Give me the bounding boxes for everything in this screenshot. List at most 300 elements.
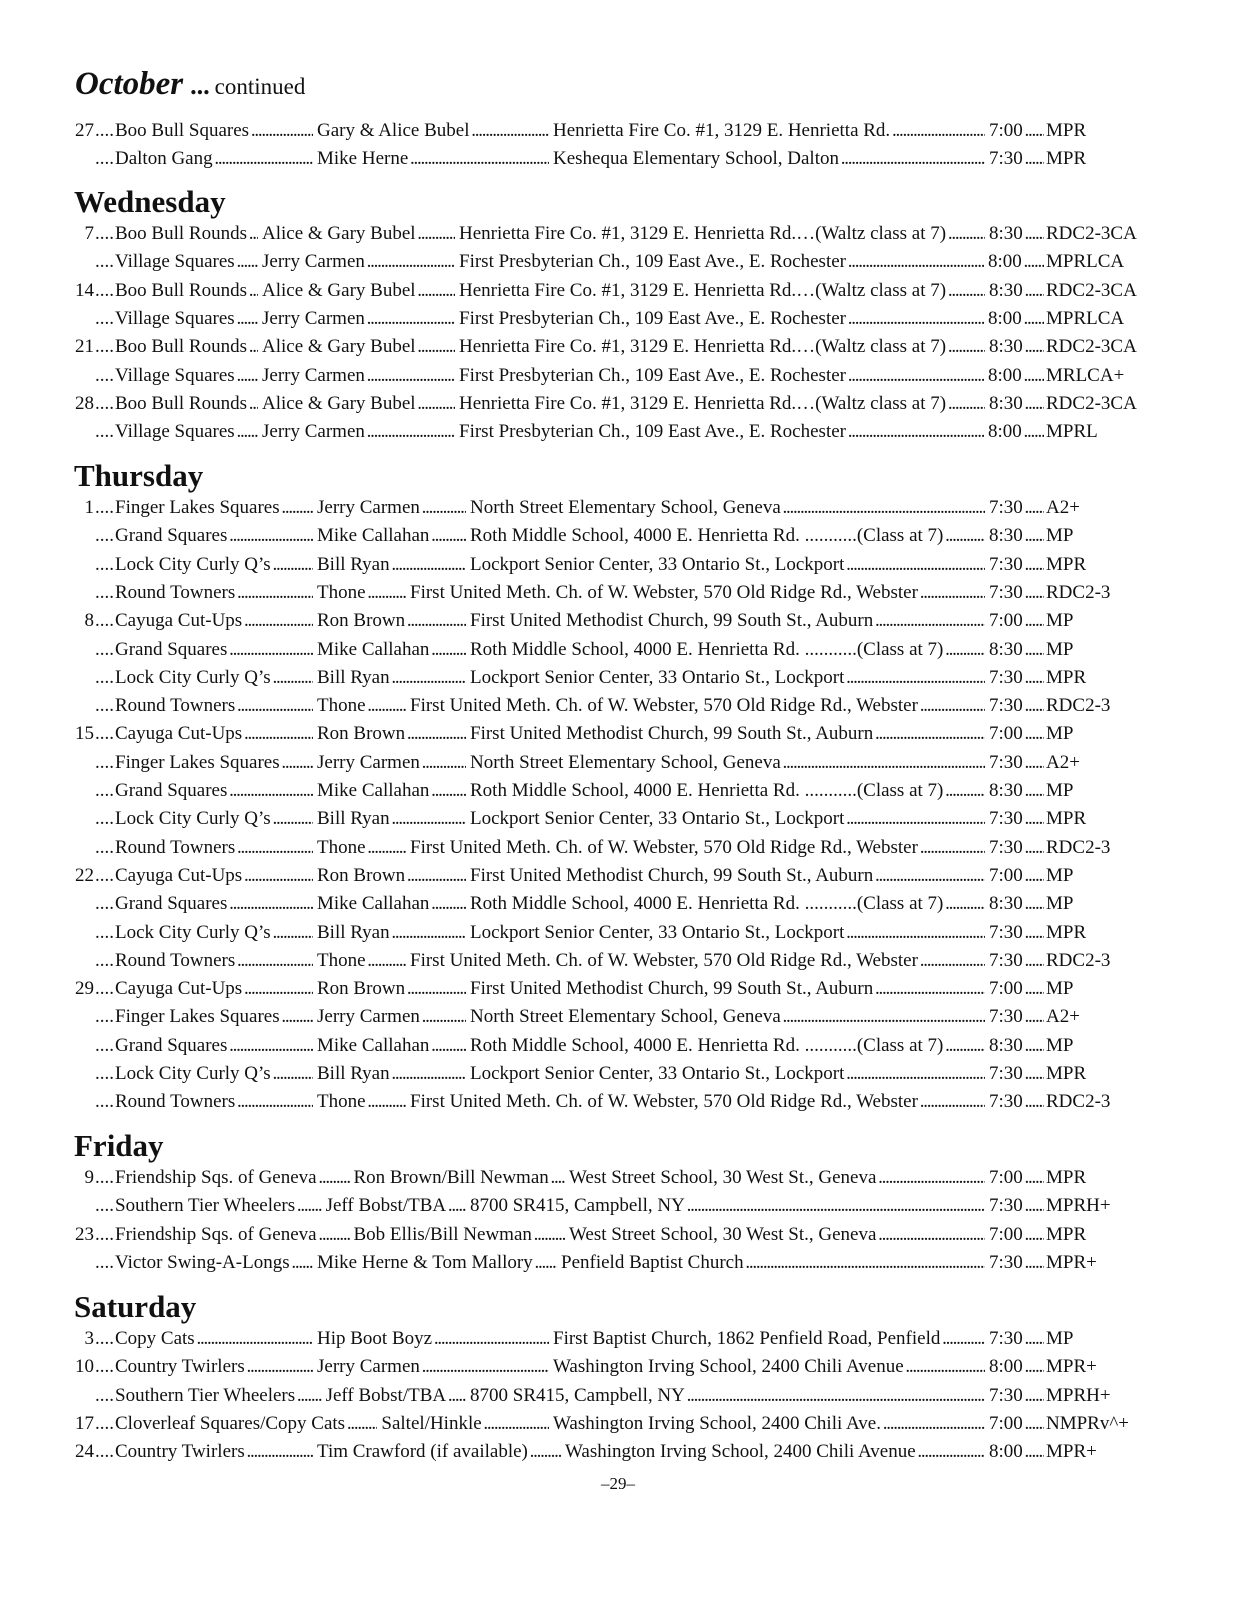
level-code: RDC2-3 [1046, 836, 1111, 858]
schedule-row [0, 692, 1236, 720]
level-code: MPR [1046, 120, 1087, 141]
venue: First United Meth. Ch. of W. Webster, 570 Old Ridge Rd., Webster . . . [410, 947, 985, 975]
level-code: MP [1046, 780, 1074, 801]
page-number: –29– [601, 1474, 635, 1493]
date-number: 14 [75, 279, 94, 301]
caller-name: Jerry Carmen . . . [317, 1003, 466, 1031]
month-heading [75, 66, 305, 110]
leader-dots [95, 720, 115, 748]
start-time: 8:30 . . . [989, 390, 1044, 418]
venue: Washington Irving School, 2400 Chili Avenue . . . [565, 1438, 985, 1466]
level-code: MPR [1046, 1167, 1087, 1188]
caller-name: Jerry Carmen . . . [317, 749, 466, 777]
club-name: Copy Cats . . . [115, 1325, 313, 1353]
venue: Henrietta Fire Co. #1, 3129 E. Henrietta Rd.…(Waltz class at 7) . . . [459, 220, 985, 248]
schedule-row [0, 220, 1236, 248]
schedule-row [0, 749, 1236, 777]
caller-name: Gary & Alice Bubel . . . [317, 117, 549, 145]
venue: First Presbyterian Ch., 109 East Ave., E. Rochester . . . [459, 362, 984, 390]
schedule-row [0, 862, 1236, 890]
leader-dots [95, 975, 115, 1003]
day-heading-thursday: Thursday [74, 458, 204, 493]
club-name: Lock City Curly Q’s . . . [115, 919, 313, 947]
club-name: Lock City Curly Q’s . . . [115, 805, 313, 833]
leader-dots [95, 1060, 115, 1088]
schedule-row [0, 975, 1236, 1003]
venue: Penfield Baptist Church . . . [561, 1249, 985, 1277]
leader-dots [95, 1003, 115, 1031]
start-time: 8:00 . . . [988, 248, 1044, 276]
start-time: 8:30 . . . [989, 636, 1044, 664]
caller-name: Mike Herne & Tom Mallory . . . [317, 1249, 557, 1277]
venue: North Street Elementary School, Geneva . . . [470, 1003, 985, 1031]
venue: First United Meth. Ch. of W. Webster, 570 Old Ridge Rd., Webster . . . [410, 1088, 985, 1116]
venue: First Presbyterian Ch., 109 East Ave., E. Rochester . . . [459, 248, 984, 276]
day-heading-wednesday: Wednesday [74, 184, 226, 219]
start-time: 7:30 . . . [989, 1249, 1044, 1277]
level-code: MPRH+ [1046, 1195, 1111, 1217]
level-code: MP [1046, 723, 1074, 745]
level-code: MP [1046, 525, 1074, 547]
level-code: A2+ [1046, 751, 1080, 773]
schedule-row [0, 919, 1236, 947]
start-time: 7:00 . . . [989, 607, 1044, 635]
date-number: 27 [75, 120, 94, 141]
schedule-row [0, 947, 1236, 975]
level-code: MPRL [1046, 421, 1098, 443]
schedule-row [0, 1060, 1236, 1088]
level-code: RDC2-3CA [1046, 279, 1137, 301]
venue: Lockport Senior Center, 33 Ontario St., Lockport . . . [470, 1060, 985, 1088]
schedule-row [0, 333, 1236, 361]
leader-dots [95, 862, 115, 890]
start-time: 7:30 . . . [989, 834, 1044, 862]
club-name: Cayuga Cut-Ups . . . [115, 720, 313, 748]
start-time: 7:30 . . . [989, 1192, 1044, 1220]
leader-dots [95, 1382, 115, 1410]
schedule-row [0, 1438, 1236, 1466]
leader-dots [95, 947, 115, 975]
start-time: 7:30 . . . [989, 749, 1044, 777]
caller-name: Alice & Gary Bubel . . . [262, 220, 455, 248]
caller-name: Ron Brown . . . [317, 720, 466, 748]
schedule-row [0, 305, 1236, 333]
caller-name: Jerry Carmen . . . [262, 305, 455, 333]
day-heading-saturday: Saturday [74, 1289, 197, 1324]
club-name: Boo Bull Rounds . . . [115, 333, 258, 361]
schedule-row [0, 390, 1236, 418]
schedule-row [0, 362, 1236, 390]
level-code: RDC2-3CA [1046, 223, 1137, 244]
date-number: 3 [84, 1328, 94, 1349]
schedule-row [0, 1221, 1236, 1249]
club-name: Cloverleaf Squares/Copy Cats . . . [115, 1410, 377, 1438]
date-number: 22 [75, 864, 94, 886]
schedule-row [0, 720, 1236, 748]
club-name: Cayuga Cut-Ups . . . [115, 607, 313, 635]
schedule-row [0, 1249, 1236, 1277]
start-time: 8:30 . . . [989, 1032, 1044, 1060]
club-name: Friendship Sqs. of Geneva . . . [115, 1221, 350, 1249]
caller-name: Ron Brown/Bill Newman . . . [354, 1164, 566, 1192]
leader-dots [95, 117, 115, 145]
continued-label: continued [214, 74, 306, 99]
schedule-row [0, 418, 1236, 446]
club-name: Lock City Curly Q’s . . . [115, 1060, 313, 1088]
venue: Roth Middle School, 4000 E. Henrietta Rd. ...........(Class at 7) . . . [470, 1032, 985, 1060]
club-name: Boo Bull Rounds . . . [115, 220, 258, 248]
start-time: 8:30 . . . [989, 220, 1044, 248]
leader-dots [95, 305, 115, 333]
caller-name: Jerry Carmen . . . [262, 418, 455, 446]
level-code: MPR [1046, 148, 1087, 170]
schedule-row [0, 579, 1236, 607]
start-time: 7:00 . . . [989, 862, 1044, 890]
start-time: 7:30 . . . [989, 1325, 1044, 1353]
leader-dots [95, 1164, 115, 1192]
club-name: Village Squares . . . [115, 418, 258, 446]
date-number: 15 [75, 723, 94, 745]
venue: First United Methodist Church, 99 South St., Auburn . . . [470, 607, 985, 635]
leader-dots [95, 1410, 115, 1438]
schedule-row [0, 1353, 1236, 1381]
leader-dots [95, 551, 115, 579]
leader-dots [95, 1249, 115, 1277]
schedule-row [0, 607, 1236, 635]
start-time: 7:00 . . . [989, 975, 1044, 1003]
schedule-row [0, 277, 1236, 305]
level-code: RDC2-3 [1046, 949, 1111, 971]
caller-name: Tim Crawford (if available) . . . [317, 1438, 561, 1466]
schedule-row [0, 636, 1236, 664]
caller-name: Mike Callahan . . . [317, 890, 466, 918]
caller-name: Jerry Carmen . . . [262, 248, 455, 276]
club-name: Finger Lakes Squares . . . [115, 494, 313, 522]
leader-dots [95, 749, 115, 777]
venue: Roth Middle School, 4000 E. Henrietta Rd. ...........(Class at 7) . . . [470, 890, 985, 918]
leader-dots [95, 1438, 115, 1466]
start-time: 8:00 . . . [988, 362, 1044, 390]
club-name: Boo Bull Rounds . . . [115, 390, 258, 418]
start-time: 7:30 . . . [989, 1088, 1044, 1116]
caller-name: Bill Ryan . . . [317, 1060, 466, 1088]
level-code: MP [1046, 638, 1074, 660]
schedule-row [0, 805, 1236, 833]
venue: Washington Irving School, 2400 Chili Ave. . . . [553, 1410, 985, 1438]
schedule-row [0, 1164, 1236, 1192]
level-code: MPR [1046, 1063, 1087, 1084]
venue: 8700 SR415, Campbell, NY . . . [470, 1192, 985, 1220]
caller-name: Mike Callahan . . . [317, 636, 466, 664]
schedule-row [0, 145, 1236, 173]
caller-name: Thone . . . [317, 692, 406, 720]
start-time: 7:30 . . . [989, 919, 1044, 947]
month-ellipsis: ... [191, 71, 211, 100]
level-code: MP [1046, 1328, 1074, 1349]
schedule-row [0, 1382, 1236, 1410]
leader-dots [95, 607, 115, 635]
venue: West Street School, 30 West St., Geneva . . . [569, 1164, 985, 1192]
schedule-row [0, 248, 1236, 276]
leader-dots [95, 333, 115, 361]
schedule-row [0, 1410, 1236, 1438]
schedule-row [0, 777, 1236, 805]
leader-dots [95, 362, 115, 390]
date-number: 9 [84, 1167, 94, 1188]
club-name: Round Towners . . . [115, 692, 313, 720]
day-heading-friday: Friday [74, 1128, 164, 1163]
leader-dots [95, 522, 115, 550]
start-time: 8:00 . . . [989, 1353, 1044, 1381]
level-code: RDC2-3 [1046, 1091, 1111, 1113]
club-name: Round Towners . . . [115, 1088, 313, 1116]
start-time: 8:30 . . . [989, 277, 1044, 305]
club-name: Southern Tier Wheelers . . . [115, 1192, 322, 1220]
start-time: 7:30 . . . [989, 145, 1044, 173]
level-code: RDC2-3 [1046, 581, 1111, 603]
level-code: A2+ [1046, 1006, 1080, 1028]
venue: Keshequa Elementary School, Dalton . . . [553, 145, 985, 173]
club-name: Finger Lakes Squares . . . [115, 749, 313, 777]
leader-dots [95, 418, 115, 446]
club-name: Lock City Curly Q’s . . . [115, 551, 313, 579]
level-code: RDC2-3CA [1046, 392, 1137, 414]
start-time: 7:30 . . . [989, 692, 1044, 720]
club-name: Cayuga Cut-Ups . . . [115, 862, 313, 890]
leader-dots [95, 692, 115, 720]
venue: First Presbyterian Ch., 109 East Ave., E. Rochester . . . [459, 418, 984, 446]
start-time: 8:00 . . . [988, 305, 1044, 333]
start-time: 7:00 . . . [989, 1221, 1044, 1249]
caller-name: Bill Ryan . . . [317, 919, 466, 947]
club-name: Grand Squares . . . [115, 1032, 313, 1060]
venue: Henrietta Fire Co. #1, 3129 E. Henrietta Rd.…(Waltz class at 7) . . . [459, 277, 985, 305]
club-name: Country Twirlers . . . [115, 1438, 313, 1466]
level-code: MPR+ [1046, 1441, 1097, 1463]
start-time: 7:30 . . . [989, 1060, 1044, 1088]
schedule-row [0, 1032, 1236, 1060]
caller-name: Hip Boot Boyz . . . [317, 1325, 549, 1353]
venue: First United Meth. Ch. of W. Webster, 570 Old Ridge Rd., Webster . . . [410, 579, 985, 607]
schedule-row [0, 117, 1236, 145]
leader-dots [95, 1353, 115, 1381]
caller-name: Ron Brown . . . [317, 607, 466, 635]
venue: West Street School, 30 West St., Geneva . . . [569, 1221, 985, 1249]
level-code: MP [1046, 610, 1074, 632]
start-time: 7:00 . . . [989, 1410, 1044, 1438]
date-number: 24 [75, 1441, 94, 1463]
caller-name: Jerry Carmen . . . [317, 494, 466, 522]
schedule-row [0, 1325, 1236, 1353]
level-code: MPR [1046, 921, 1087, 943]
level-code: MPR [1046, 1223, 1087, 1245]
club-name: Round Towners . . . [115, 579, 313, 607]
level-code: MPR+ [1046, 1251, 1097, 1273]
club-name: Finger Lakes Squares . . . [115, 1003, 313, 1031]
start-time: 7:30 . . . [989, 1003, 1044, 1031]
leader-dots [95, 1325, 115, 1353]
start-time: 7:00 . . . [989, 1164, 1044, 1192]
venue: First United Meth. Ch. of W. Webster, 570 Old Ridge Rd., Webster . . . [410, 834, 985, 862]
leader-dots [95, 220, 115, 248]
caller-name: Bill Ryan . . . [317, 805, 466, 833]
venue: North Street Elementary School, Geneva . . . [470, 494, 985, 522]
start-time: 8:30 . . . [989, 522, 1044, 550]
leader-dots [95, 777, 115, 805]
caller-name: Thone . . . [317, 1088, 406, 1116]
caller-name: Alice & Gary Bubel . . . [262, 333, 455, 361]
venue: Lockport Senior Center, 33 Ontario St., Lockport . . . [470, 919, 985, 947]
date-number: 28 [75, 392, 94, 414]
venue: Washington Irving School, 2400 Chili Avenue . . . [553, 1353, 985, 1381]
club-name: Grand Squares . . . [115, 890, 313, 918]
leader-dots [95, 834, 115, 862]
date-number: 1 [84, 497, 94, 518]
club-name: Grand Squares . . . [115, 777, 313, 805]
leader-dots [95, 919, 115, 947]
level-code: MPR+ [1046, 1356, 1097, 1378]
venue: Henrietta Fire Co. #1, 3129 E. Henrietta Rd.…(Waltz class at 7) . . . [459, 390, 985, 418]
club-name: Grand Squares . . . [115, 636, 313, 664]
venue: First United Methodist Church, 99 South St., Auburn . . . [470, 975, 985, 1003]
venue: Henrietta Fire Co. #1, 3129 E. Henrietta Rd.…(Waltz class at 7) . . . [459, 333, 985, 361]
start-time: 7:30 . . . [989, 805, 1044, 833]
month-title: October [75, 66, 184, 102]
club-name: Grand Squares . . . [115, 522, 313, 550]
start-time: 8:30 . . . [989, 890, 1044, 918]
leader-dots [95, 890, 115, 918]
leader-dots [95, 277, 115, 305]
schedule-row [0, 551, 1236, 579]
level-code: NMPRv^+ [1046, 1412, 1129, 1434]
club-name: Village Squares . . . [115, 362, 258, 390]
level-code: MPRLCA [1046, 307, 1125, 329]
schedule-row [0, 1192, 1236, 1220]
club-name: Village Squares . . . [115, 248, 258, 276]
club-name: Friendship Sqs. of Geneva . . . [115, 1164, 350, 1192]
level-code: MPR [1046, 553, 1087, 575]
leader-dots [95, 805, 115, 833]
caller-name: Jerry Carmen . . . [317, 1353, 549, 1381]
caller-name: Jeff Bobst/TBA . . . [326, 1192, 466, 1220]
level-code: MP [1046, 978, 1074, 1000]
caller-name: Alice & Gary Bubel . . . [262, 277, 455, 305]
start-time: 7:30 . . . [989, 551, 1044, 579]
start-time: 8:30 . . . [989, 777, 1044, 805]
club-name: Victor Swing-A-Longs . . . [115, 1249, 313, 1277]
caller-name: Bob Ellis/Bill Newman . . . [354, 1221, 566, 1249]
caller-name: Jeff Bobst/TBA . . . [326, 1382, 466, 1410]
start-time: 8:30 . . . [989, 333, 1044, 361]
caller-name: Bill Ryan . . . [317, 551, 466, 579]
venue: First United Methodist Church, 99 South St., Auburn . . . [470, 720, 985, 748]
schedule-row [0, 664, 1236, 692]
level-code: RDC2-3CA [1046, 336, 1137, 358]
level-code: MPR [1046, 808, 1087, 830]
venue: Roth Middle School, 4000 E. Henrietta Rd. ...........(Class at 7) . . . [470, 522, 985, 550]
schedule-row [0, 834, 1236, 862]
leader-dots [95, 390, 115, 418]
leader-dots [95, 1221, 115, 1249]
club-name: Cayuga Cut-Ups . . . [115, 975, 313, 1003]
leader-dots [95, 145, 115, 173]
club-name: Boo Bull Rounds . . . [115, 277, 258, 305]
level-code: RDC2-3 [1046, 695, 1111, 717]
date-number: 8 [84, 610, 94, 632]
venue: North Street Elementary School, Geneva . . . [470, 749, 985, 777]
level-code: MPRLCA [1046, 251, 1125, 273]
schedule-row [0, 1003, 1236, 1031]
venue: Lockport Senior Center, 33 Ontario St., Lockport . . . [470, 805, 985, 833]
start-time: 7:30 . . . [989, 947, 1044, 975]
venue: Lockport Senior Center, 33 Ontario St., Lockport . . . [470, 664, 985, 692]
leader-dots [95, 494, 115, 522]
date-number: 7 [84, 223, 94, 244]
start-time: 7:30 . . . [989, 494, 1044, 522]
venue: Roth Middle School, 4000 E. Henrietta Rd. ...........(Class at 7) . . . [470, 777, 985, 805]
caller-name: Bill Ryan . . . [317, 664, 466, 692]
venue: First Baptist Church, 1862 Penfield Road, Penfield . . . [553, 1325, 985, 1353]
leader-dots [95, 579, 115, 607]
level-code: MP [1046, 893, 1074, 915]
venue: First Presbyterian Ch., 109 East Ave., E. Rochester . . . [459, 305, 984, 333]
start-time: 7:30 . . . [989, 579, 1044, 607]
schedule-row [0, 522, 1236, 550]
level-code: MPR [1046, 666, 1087, 688]
schedule-row [0, 494, 1236, 522]
caller-name: Ron Brown . . . [317, 862, 466, 890]
caller-name: Mike Callahan . . . [317, 522, 466, 550]
caller-name: Alice & Gary Bubel . . . [262, 390, 455, 418]
leader-dots [95, 248, 115, 276]
date-number: 10 [75, 1356, 94, 1378]
start-time: 7:30 . . . [989, 1382, 1044, 1410]
caller-name: Jerry Carmen . . . [262, 362, 455, 390]
level-code: MP [1046, 1034, 1074, 1056]
club-name: Lock City Curly Q’s . . . [115, 664, 313, 692]
club-name: Southern Tier Wheelers . . . [115, 1382, 322, 1410]
schedule-row [0, 1088, 1236, 1116]
leader-dots [95, 636, 115, 664]
level-code: MRLCA+ [1046, 364, 1125, 386]
caller-name: Mike Callahan . . . [317, 1032, 466, 1060]
start-time: 8:00 . . . [988, 418, 1044, 446]
caller-name: Thone . . . [317, 947, 406, 975]
date-number: 23 [75, 1223, 94, 1245]
caller-name: Thone . . . [317, 834, 406, 862]
level-code: MP [1046, 864, 1074, 886]
club-name: Country Twirlers . . . [115, 1353, 313, 1381]
venue: Lockport Senior Center, 33 Ontario St., Lockport . . . [470, 551, 985, 579]
venue: First United Meth. Ch. of W. Webster, 570 Old Ridge Rd., Webster . . . [410, 692, 985, 720]
caller-name: Thone . . . [317, 579, 406, 607]
level-code: MPRH+ [1046, 1384, 1111, 1406]
date-number: 29 [75, 978, 94, 1000]
schedule-row [0, 890, 1236, 918]
venue: 8700 SR415, Campbell, NY . . . [470, 1382, 985, 1410]
leader-dots [95, 664, 115, 692]
caller-name: Ron Brown . . . [317, 975, 466, 1003]
start-time: 7:30 . . . [989, 664, 1044, 692]
club-name: Boo Bull Squares . . . [115, 117, 313, 145]
club-name: Village Squares . . . [115, 305, 258, 333]
caller-name: Saltel/Hinkle . . . [381, 1410, 549, 1438]
caller-name: Mike Callahan . . . [317, 777, 466, 805]
start-time: 7:00 . . . [989, 117, 1044, 145]
caller-name: Mike Herne . . . [317, 145, 549, 173]
leader-dots [95, 1192, 115, 1220]
date-number: 21 [75, 336, 94, 358]
